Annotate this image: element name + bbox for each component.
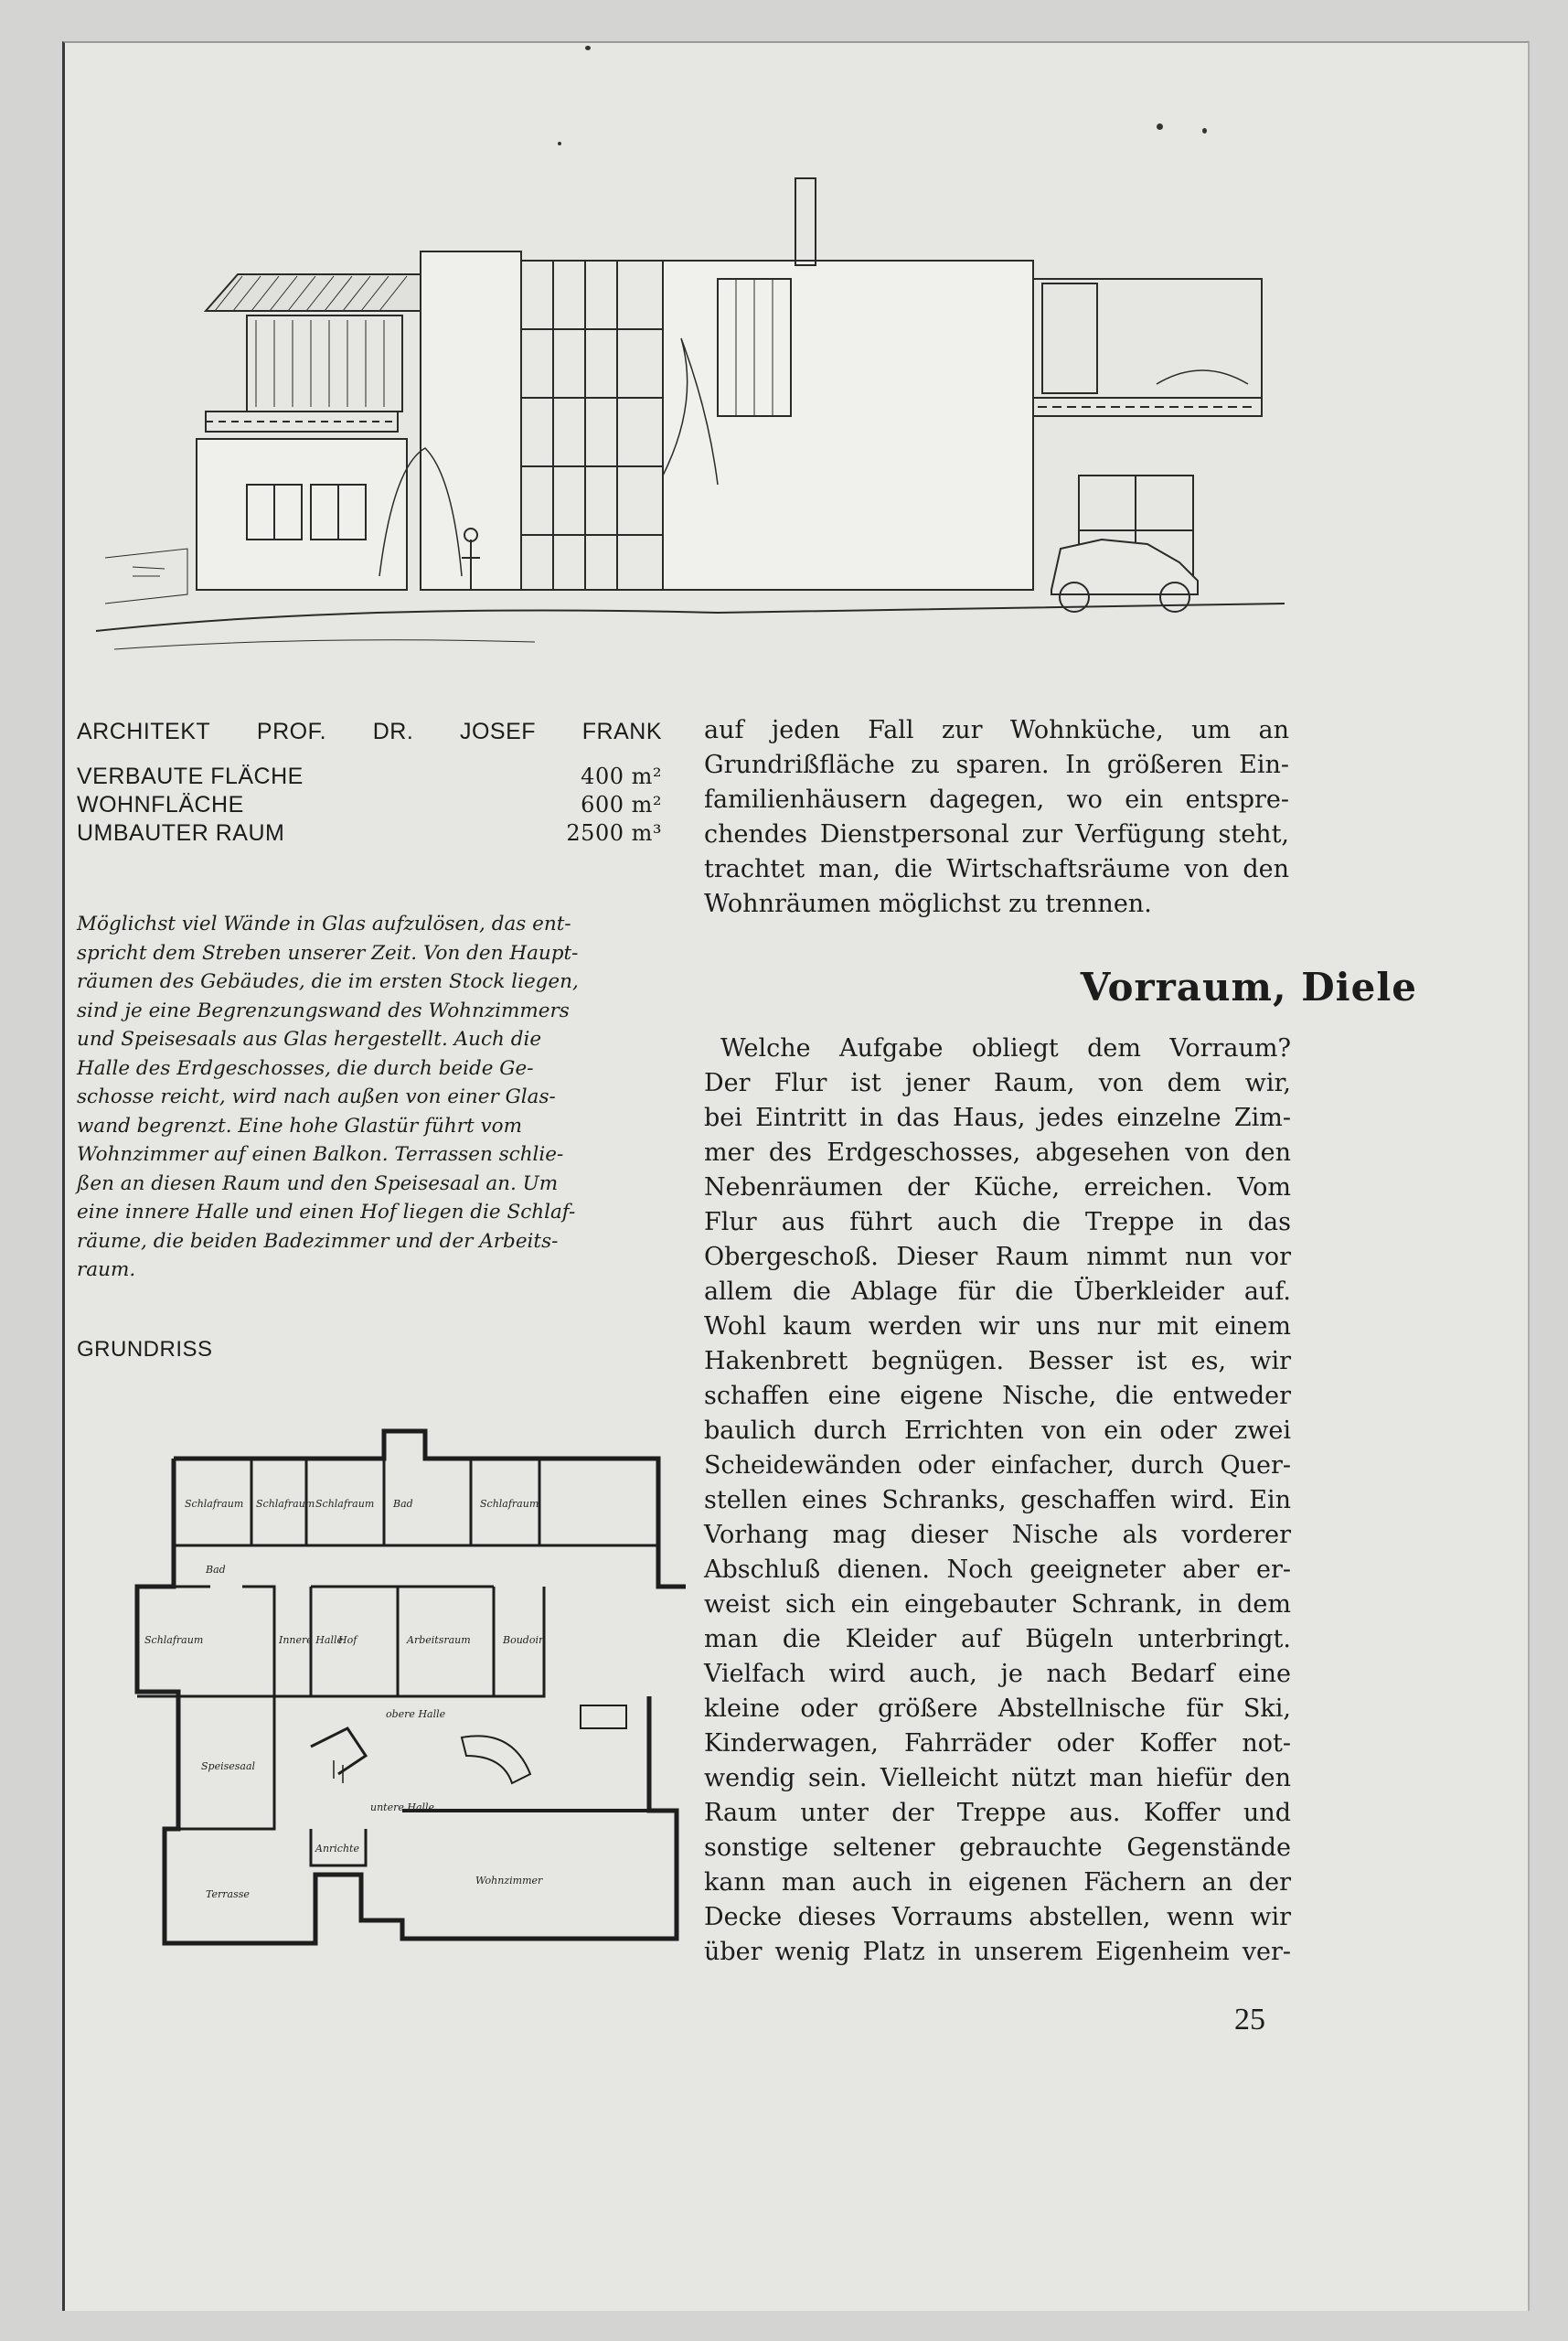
room-label: Boudoir: [503, 1634, 544, 1646]
room-label: Bad: [393, 1498, 413, 1510]
text-line: wendig sein. Vielleicht nützt man hiefür den: [704, 1764, 1291, 1792]
text-line: schaffen eine eigene Nische, die entweder: [704, 1382, 1291, 1410]
architect-first-name: JOSEF: [459, 719, 537, 744]
section-body: [704, 1032, 1291, 1970]
text-line: auf jeden Fall zur Wohnküche, um an: [704, 716, 1289, 744]
text-line: familienhäusern dagegen, wo ein entspre-: [704, 786, 1289, 814]
text-line: man die Kleider auf Bügeln unterbringt.: [704, 1625, 1291, 1653]
text-line: bei Eintritt in das Haus, jedes einzelne Zim-: [704, 1104, 1291, 1132]
text-line: allem die Ablage für die Überkleider auf.: [704, 1277, 1291, 1306]
paper-speck: [558, 142, 561, 145]
caption-line: und Speisesaals aus Glas hergestellt. Auch die: [77, 1028, 542, 1051]
architect-label: ARCHITEKT: [77, 719, 211, 744]
caption-line: Wohnzimmer auf einen Balkon. Terrassen schlie-: [77, 1143, 564, 1166]
caption-line: eine innere Halle und einen Hof liegen die Schlaf-: [77, 1201, 576, 1224]
spec-value: 600 m²: [581, 792, 662, 818]
room-label: Terrasse: [206, 1888, 250, 1900]
text-line: mer des Erdgeschosses, abgesehen von den: [704, 1138, 1291, 1167]
architect-title-1: PROF.: [256, 719, 327, 744]
spec-row: [77, 791, 662, 819]
text-line: Wohnräumen möglichst zu trennen.: [704, 890, 1152, 918]
house-description: [77, 910, 662, 1285]
room-label: Anrichte: [315, 1843, 359, 1855]
spec-value: 400 m²: [581, 764, 662, 789]
architect-title-2: DR.: [372, 719, 414, 744]
text-line: Vielfach wird auch, je nach Bedarf eine: [704, 1660, 1291, 1688]
text-line: Der Flur ist jener Raum, von dem wir,: [704, 1069, 1291, 1097]
room-label: Schlafraum: [480, 1498, 539, 1510]
text-line: über wenig Platz in unserem Eigenheim ver-: [704, 1938, 1291, 1966]
spec-row: [77, 819, 662, 848]
text-line: Welche Aufgabe obliegt dem Vorraum?: [720, 1034, 1291, 1063]
text-line: sonstige seltener gebrauchte Gegenstände: [704, 1833, 1291, 1862]
room-label: Speisesaal: [201, 1760, 256, 1772]
text-line: stellen eines Schranks, geschaffen wird. Ein: [704, 1486, 1291, 1514]
floor-plan: [128, 1427, 686, 1948]
spec-label: VERBAUTE FLÄCHE: [77, 764, 304, 789]
floor-plan-label: GRUNDRISS: [77, 1337, 213, 1362]
text-line: Abschluß dienen. Noch geeigneter aber er-: [704, 1555, 1291, 1584]
text-line: weist sich ein eingebauter Schrank, in dem: [704, 1590, 1291, 1619]
text-line: Grundrißfläche zu sparen. In größeren Ein-: [704, 751, 1289, 779]
room-label: Schlafraum: [256, 1498, 315, 1510]
text-line: Scheidewänden oder einfacher, durch Quer-: [704, 1451, 1291, 1480]
caption-line: schosse reicht, wird nach außen von einer Glas-: [77, 1085, 556, 1108]
right-column-intro: [704, 713, 1289, 922]
text-line: Obergeschoß. Dieser Raum nimmt nun vor: [704, 1243, 1291, 1271]
text-line: trachtet man, die Wirtschaftsräume von den: [704, 855, 1289, 883]
caption-line: Halle des Erdgeschosses, die durch beide Ge-: [77, 1056, 534, 1080]
spec-label: UMBAUTER RAUM: [77, 820, 285, 846]
caption-line: räume, die beiden Badezimmer und der Arbeits-: [77, 1229, 559, 1253]
text-line: Nebenräumen der Küche, erreichen. Vom: [704, 1173, 1291, 1202]
room-label: obere Halle: [386, 1708, 446, 1720]
spec-label: WOHNFLÄCHE: [77, 792, 244, 818]
text-line: kleine oder größere Abstellnische für Ski,: [704, 1694, 1291, 1723]
text-line: chendes Dienstpersonal zur Verfügung steht,: [704, 820, 1289, 849]
room-label: Schlafraum: [315, 1498, 375, 1510]
text-line: Flur aus führt auch die Treppe in das: [704, 1208, 1291, 1236]
specs-table: [77, 718, 662, 848]
room-label: Arbeitsraum: [407, 1634, 471, 1646]
spec-row: [77, 763, 662, 791]
room-label: Schlafraum: [144, 1634, 204, 1646]
text-line: Vorhang mag dieser Nische als vorderer: [704, 1521, 1291, 1549]
caption-line: ßen an diesen Raum und den Speisesaal an. Um: [77, 1171, 559, 1195]
section-heading: Vorraum, Diele: [1080, 965, 1417, 1010]
architect-last-name: FRANK: [581, 719, 662, 744]
caption-line: sind je eine Begrenzungswand des Wohnzimmers: [77, 999, 570, 1022]
caption-line: Möglichst viel Wände in Glas aufzulösen, das ent-: [77, 913, 571, 935]
text-line: Kinderwagen, Fahrräder oder Koffer not-: [704, 1729, 1291, 1758]
room-label: Schlafraum: [185, 1498, 244, 1510]
text-line: kann man auch in eigenen Fächern an der: [704, 1868, 1291, 1897]
text-line: Hakenbrett begnügen. Besser ist es, wir: [704, 1347, 1291, 1375]
text-line: Decke dieses Vorraums abstellen, wenn wir: [704, 1903, 1291, 1931]
text-line: Raum unter der Treppe aus. Koffer und: [704, 1799, 1291, 1827]
room-label: Wohnzimmer: [475, 1875, 543, 1887]
text-line: baulich durch Errichten von ein oder zwei: [704, 1416, 1291, 1445]
room-label: Hof: [338, 1634, 357, 1646]
room-label: untere Halle: [370, 1801, 435, 1813]
caption-line: spricht dem Streben unserer Zeit. Von den Haupt-: [77, 941, 579, 965]
house-illustration: [78, 174, 1303, 695]
paper-speck: [585, 46, 591, 50]
caption-line: wand begrenzt. Eine hohe Glastür führt vom: [77, 1114, 522, 1138]
paper-speck: [1157, 123, 1163, 130]
room-label: Innere Halle: [279, 1634, 343, 1646]
page-number: 25: [1234, 2003, 1265, 2036]
caption-line: räumen des Gebäudes, die im ersten Stock liegen,: [77, 970, 579, 993]
spec-value: 2500 m³: [566, 820, 662, 846]
architect-line: [77, 718, 662, 746]
caption-line: raum.: [77, 1258, 136, 1281]
room-label: Bad: [206, 1564, 226, 1576]
paper-speck: [1202, 128, 1207, 134]
text-line: Wohl kaum werden wir uns nur mit einem: [704, 1312, 1291, 1341]
